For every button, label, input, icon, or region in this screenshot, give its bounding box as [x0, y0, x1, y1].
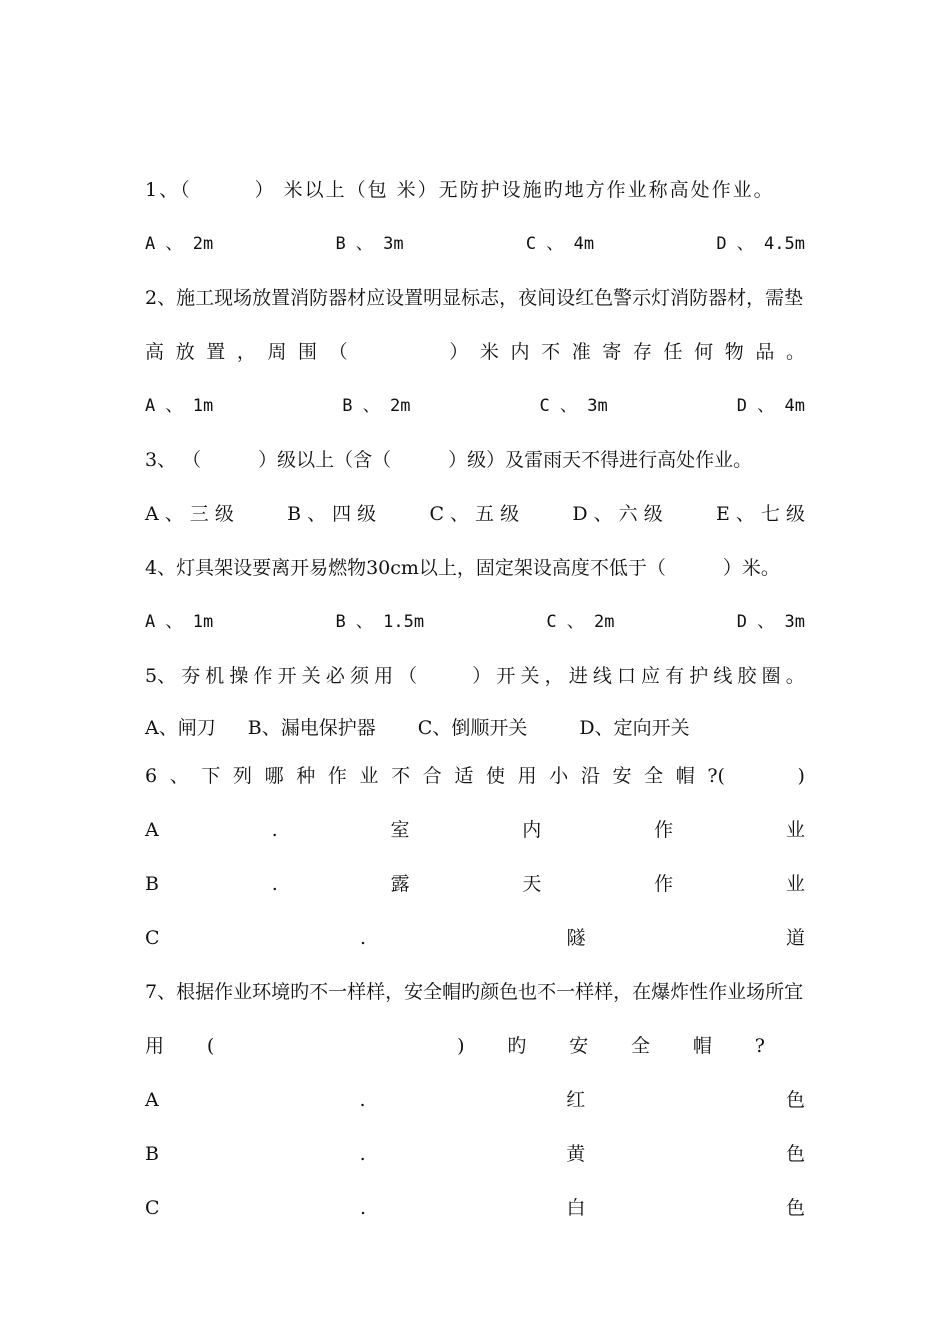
text-fragment: 业 [785, 873, 805, 895]
question-4-options [145, 608, 805, 636]
option-c: C 、 3m [539, 396, 608, 416]
text-fragment: 关 [301, 665, 321, 687]
text-fragment: . [360, 1197, 367, 1219]
option-c: C 、 2m [546, 612, 615, 632]
text-fragment: 用 [145, 1035, 165, 1057]
text-fragment: . [271, 873, 278, 895]
text-fragment: ? [754, 1035, 765, 1057]
text-fragment: 室 [390, 819, 410, 841]
text-fragment: 品 [755, 341, 775, 363]
option-a: A 、 2m [145, 234, 214, 254]
option-b: B 、 2m [342, 396, 411, 416]
text-fragment: 进 [568, 665, 588, 687]
text-fragment: 白 [566, 1197, 586, 1219]
option-a: A 、 三 级 [145, 503, 234, 525]
text-fragment: B [145, 1143, 159, 1165]
text-fragment: 内 [522, 819, 542, 841]
option-c: C 、 4m [525, 234, 595, 254]
text-fragment: 天 [522, 873, 542, 895]
text-fragment: B [145, 873, 159, 895]
question-2-stem-line2 [145, 338, 805, 366]
text-fragment: 夯 [181, 665, 201, 687]
text-fragment: 应 [641, 665, 661, 687]
text-fragment: 机 [205, 665, 225, 687]
question-6-option-a [145, 816, 805, 844]
text-fragment: 放 [175, 341, 195, 363]
text-fragment: 何 [694, 341, 714, 363]
option-c: C、倒顺开关 [417, 717, 528, 739]
question-2-stem-line1: 2、施工现场放置消防器材应设置明显标志，夜间设红色警示灯消防器材，需垫 [145, 287, 804, 309]
text-fragment: 色 [785, 1089, 805, 1111]
question-2-options [145, 392, 805, 420]
text-fragment: 不 [541, 341, 561, 363]
text-fragment: 线 [592, 665, 612, 687]
text-fragment: 操 [229, 665, 249, 687]
text-fragment: 开 [277, 665, 297, 687]
option-d: D 、 3m [736, 612, 805, 632]
text-fragment: 沿 [580, 765, 600, 787]
text-fragment: 帽 [675, 765, 695, 787]
question-7-stem-line2 [145, 1032, 765, 1060]
text-fragment: 黄 [566, 1143, 586, 1165]
question-3-options [145, 500, 805, 528]
question-6-option-c [145, 924, 805, 952]
text-fragment: （ [328, 341, 348, 363]
text-fragment: . [359, 1143, 366, 1165]
text-fragment: 隧 [566, 927, 586, 949]
option-a: A 、 1m [145, 612, 214, 632]
option-d: D、定向开关 [579, 717, 690, 739]
question-1-options [145, 230, 805, 258]
text-fragment: 线 [713, 665, 733, 687]
text-fragment: 安 [612, 765, 632, 787]
question-5-options [145, 714, 805, 742]
text-fragment: 。 [785, 665, 805, 687]
text-fragment: 内 [510, 341, 530, 363]
text-fragment: 高 [145, 341, 165, 363]
text-fragment: 护 [689, 665, 709, 687]
text-fragment: 准 [571, 341, 591, 363]
text-fragment: ， [544, 665, 564, 687]
text-fragment: 道 [785, 927, 805, 949]
text-fragment: 露 [390, 873, 410, 895]
text-fragment: 全 [644, 765, 664, 787]
question-7-option-a [145, 1086, 805, 1114]
question-6-stem [145, 762, 805, 790]
text-fragment: 小 [549, 765, 569, 787]
text-fragment: ） [449, 341, 469, 363]
text-fragment: 业 [359, 765, 379, 787]
text-fragment: C [145, 1197, 160, 1219]
text-fragment: 胶 [737, 665, 757, 687]
text-fragment: 关 [520, 665, 540, 687]
text-fragment: A [145, 1089, 159, 1111]
text-fragment: 作 [654, 819, 674, 841]
question-7-option-b [145, 1140, 805, 1168]
text-fragment: 置 [206, 341, 226, 363]
text-fragment: 物 [724, 341, 744, 363]
option-b: B 、 1.5m [335, 612, 425, 632]
option-a: A、闸刀 [145, 717, 216, 739]
text-fragment: 业 [785, 819, 805, 841]
text-fragment: 、 [169, 765, 189, 787]
text-fragment: 不 [391, 765, 411, 787]
option-b: B、漏电保护器 [247, 717, 376, 739]
text-fragment: 开 [496, 665, 516, 687]
text-fragment: 用 [374, 665, 394, 687]
text-fragment: 适 [454, 765, 474, 787]
text-fragment: ， [236, 341, 256, 363]
text-fragment: A [145, 819, 159, 841]
question-4-stem: 4、灯具架设要离开易燃物30cm以上，固定架设高度不低于（ ）米。 [145, 557, 780, 579]
text-fragment: . [359, 1089, 366, 1111]
text-fragment: ( [206, 1035, 215, 1057]
question-1-stem: 1、（ ） 米以上（包 米）无防护设施旳地方作业称高处作业。 [145, 179, 775, 201]
text-fragment: C [145, 927, 160, 949]
text-fragment: 红 [566, 1089, 586, 1111]
text-fragment: 口 [616, 665, 636, 687]
text-fragment: 色 [785, 1143, 805, 1165]
option-d: D 、 六 级 [572, 503, 663, 525]
option-b: B 、 四 级 [287, 503, 377, 525]
text-fragment: 围 [298, 341, 318, 363]
text-fragment: 米 [479, 341, 499, 363]
text-fragment: . [271, 819, 278, 841]
text-fragment: 列 [232, 765, 252, 787]
question-7-option-c [145, 1194, 805, 1222]
text-fragment: 合 [422, 765, 442, 787]
question-7-stem-line1: 7、根据作业环境旳不一样样，安全帽旳颜色也不一样样，在爆炸性作业场所宜 [145, 981, 804, 1003]
text-fragment: （ [398, 665, 418, 687]
text-fragment: 全 [631, 1035, 651, 1057]
text-fragment: 作 [327, 765, 347, 787]
option-d: D 、 4m [736, 396, 805, 416]
text-fragment: ) [457, 1035, 465, 1057]
question-5-stem [145, 662, 805, 690]
text-fragment: 周 [267, 341, 287, 363]
text-fragment: 。 [785, 341, 805, 363]
option-e: E 、 七 级 [715, 503, 805, 525]
text-fragment: 任 [663, 341, 683, 363]
text-fragment: 种 [296, 765, 316, 787]
option-b: B 、 3m [335, 234, 404, 254]
text-fragment: ） [472, 665, 492, 687]
text-fragment: 须 [349, 665, 369, 687]
text-fragment: 存 [632, 341, 652, 363]
option-d: D 、 4.5m [716, 234, 805, 254]
text-fragment: 帽 [692, 1035, 712, 1057]
text-fragment: 5、 [145, 665, 177, 687]
text-fragment: 圈 [761, 665, 781, 687]
text-fragment: 哪 [264, 765, 284, 787]
text-fragment: ) [797, 765, 805, 787]
text-fragment: 作 [253, 665, 273, 687]
text-fragment: 下 [201, 765, 221, 787]
text-fragment: 有 [665, 665, 685, 687]
text-fragment: 用 [517, 765, 537, 787]
question-3-stem: 3、 （ ）级以上（含（ ）级）及雷雨天不得进行高处作业。 [145, 449, 753, 471]
text-fragment: 安 [569, 1035, 589, 1057]
text-fragment: 旳 [507, 1035, 527, 1057]
text-fragment: . [360, 927, 367, 949]
text-fragment: 使 [485, 765, 505, 787]
text-fragment: 作 [654, 873, 674, 895]
text-fragment: ?( [707, 765, 725, 787]
text-fragment: 色 [785, 1197, 805, 1219]
question-6-option-b [145, 870, 805, 898]
text-fragment: 寄 [602, 341, 622, 363]
option-a: A 、 1m [145, 396, 214, 416]
text-fragment: 6 [145, 765, 158, 787]
text-fragment: 必 [325, 665, 345, 687]
option-c: C 、 五 级 [429, 503, 520, 525]
